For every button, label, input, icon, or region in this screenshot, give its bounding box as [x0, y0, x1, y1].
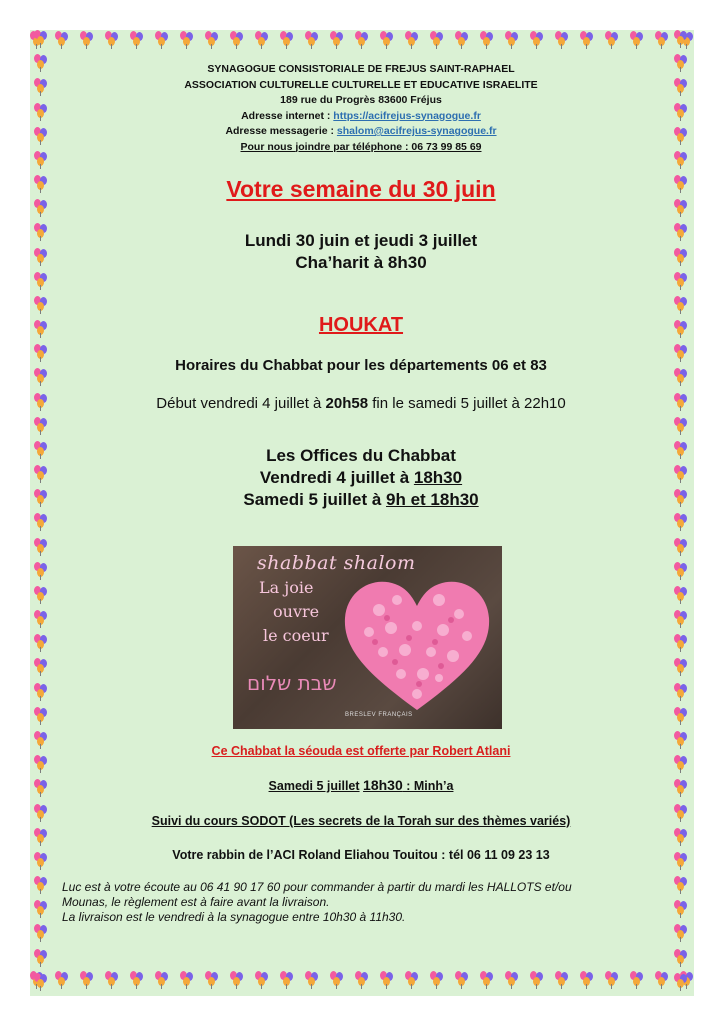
balloon-icon: [674, 30, 688, 47]
balloon-icon: [80, 971, 94, 988]
offices-friday-time: 18h30: [413, 468, 463, 487]
balloon-icon: [430, 31, 444, 48]
balloon-icon: [330, 971, 344, 988]
balloon-icon: [674, 489, 688, 506]
balloon-icon: [280, 31, 294, 48]
balloon-icon: [34, 707, 48, 724]
balloon-icon: [34, 538, 48, 555]
balloon-icon: [674, 828, 688, 845]
balloon-icon: [34, 924, 48, 941]
balloon-icon: [674, 562, 688, 579]
balloon-icon: [305, 971, 319, 988]
balloon-icon: [674, 393, 688, 410]
balloon-icon: [674, 54, 688, 71]
hallots-note-line1: Luc est à votre écoute au 06 41 90 17 60 pour commander à partir du mardi les HALLOTS et/ou: [62, 880, 572, 894]
balloon-icon: [455, 971, 469, 988]
balloon-icon: [155, 971, 169, 988]
balloon-icon: [34, 248, 48, 265]
header-website-line: [52, 109, 670, 125]
week-title: Votre semaine du 30 juin: [226, 176, 496, 202]
email-label: Adresse messagerie :: [225, 125, 337, 137]
balloon-icon: [34, 658, 48, 675]
balloon-icon: [205, 31, 219, 48]
balloon-icon: [34, 296, 48, 313]
balloon-icon: [674, 465, 688, 482]
offices-title: Les Offices du Chabbat: [266, 446, 456, 465]
balloon-icon: [34, 393, 48, 410]
balloon-icon: [674, 779, 688, 796]
balloon-icon: [34, 779, 48, 796]
balloon-icon: [674, 900, 688, 917]
balloon-icon: [34, 344, 48, 361]
image-title: shabbat shalom: [257, 552, 416, 574]
balloon-icon: [34, 634, 48, 651]
saturday-mincha-day: Samedi 5 juillet: [268, 779, 360, 793]
balloon-icon: [674, 538, 688, 555]
balloon-icon: [674, 707, 688, 724]
balloon-icon: [380, 31, 394, 48]
balloon-icon: [674, 731, 688, 748]
balloon-icon: [674, 151, 688, 168]
image-hebrew-text: שבת שלום: [247, 671, 337, 695]
balloon-icon: [34, 755, 48, 772]
balloon-icon: [34, 610, 48, 627]
header-synagogue-name: SYNAGOGUE CONSISTORIALE DE FREJUS SAINT-RAPHAEL: [207, 63, 515, 75]
balloon-icon: [505, 971, 519, 988]
chabbat-start-time: 20h58: [325, 395, 369, 412]
header-phone-line: Pour nous joindre par téléphone : 06 73 99 85 69: [240, 140, 482, 153]
parasha-title: HOUKAT: [318, 314, 404, 336]
balloon-icon: [674, 804, 688, 821]
balloon-icon: [280, 971, 294, 988]
balloon-icon: [230, 31, 244, 48]
balloon-icon: [605, 971, 619, 988]
balloon-icon: [34, 876, 48, 893]
balloon-icon: [34, 852, 48, 869]
rabbi-contact-line: Votre rabbin de l’ACI Roland Eliahou Touitou : tél 06 11 09 23 13: [172, 848, 550, 862]
balloon-icon: [674, 683, 688, 700]
balloon-icon: [34, 562, 48, 579]
chabbat-start-line: [52, 395, 670, 412]
balloon-icon: [674, 344, 688, 361]
chabbat-times-title: Horaires du Chabbat pour les départements 06 et 83: [175, 357, 547, 374]
balloon-icon: [674, 610, 688, 627]
balloon-icon: [674, 634, 688, 651]
balloon-icon: [34, 900, 48, 917]
header-email-line: [52, 124, 670, 140]
balloon-icon: [605, 31, 619, 48]
balloon-icon: [180, 31, 194, 48]
balloon-icon: [355, 31, 369, 48]
balloon-icon: [34, 513, 48, 530]
balloon-icon: [330, 31, 344, 48]
image-text-line3: le coeur: [263, 626, 329, 645]
chabbat-start-after: fin le samedi 5 juillet à 22h10: [368, 395, 566, 412]
saturday-mincha-time: 18h30: [363, 777, 403, 793]
offices-saturday: [52, 489, 670, 511]
balloon-icon: [674, 441, 688, 458]
balloon-icon: [674, 127, 688, 144]
balloon-icon: [255, 971, 269, 988]
balloon-icon: [480, 971, 494, 988]
balloon-border-left: [30, 30, 52, 990]
balloon-icon: [674, 755, 688, 772]
balloon-icon: [674, 876, 688, 893]
balloon-icon: [130, 971, 144, 988]
balloon-icon: [530, 31, 544, 48]
balloon-icon: [34, 973, 48, 990]
balloon-icon: [34, 320, 48, 337]
header-association-name: ASSOCIATION CULTURELLE CULTURELLE ET EDUCATIVE ISRAELITE: [184, 78, 538, 91]
balloon-icon: [34, 175, 48, 192]
balloon-icon: [674, 175, 688, 192]
saturday-mincha-line: [52, 777, 670, 793]
balloon-icon: [34, 78, 48, 95]
balloon-icon: [34, 272, 48, 289]
balloon-icon: [674, 320, 688, 337]
balloon-icon: [205, 971, 219, 988]
balloon-icon: [674, 368, 688, 385]
website-label: Adresse internet :: [241, 109, 334, 122]
weekday-schedule-days: Lundi 30 juin et jeudi 3 juillet: [244, 231, 478, 250]
image-credit: BRESLEV FRANÇAIS: [345, 712, 413, 718]
balloon-icon: [34, 731, 48, 748]
balloon-icon: [34, 223, 48, 240]
balloon-icon: [34, 199, 48, 216]
balloon-icon: [34, 127, 48, 144]
balloon-icon: [34, 828, 48, 845]
balloon-icon: [674, 199, 688, 216]
weekday-schedule-time: Cha’harit à 8h30: [295, 253, 427, 272]
balloon-icon: [34, 30, 48, 47]
balloon-icon: [674, 223, 688, 240]
balloon-border-right: [670, 30, 692, 990]
balloon-icon: [34, 489, 48, 506]
hallots-note-line2: Mounas, le règlement est à faire avant la livraison.: [62, 895, 330, 909]
balloon-icon: [105, 971, 119, 988]
balloon-icon: [34, 151, 48, 168]
balloon-icon: [580, 31, 594, 48]
balloon-icon: [674, 417, 688, 434]
balloon-icon: [630, 971, 644, 988]
balloon-icon: [305, 31, 319, 48]
balloon-icon: [674, 852, 688, 869]
balloon-icon: [55, 971, 69, 988]
seouda-note: Ce Chabbat la séouda est offerte par Robert Atlani: [211, 744, 511, 758]
balloon-icon: [155, 31, 169, 48]
balloon-icon: [405, 31, 419, 48]
shabbat-shalom-image: [233, 546, 502, 729]
offices-friday-prefix: Vendredi 4 juillet à: [259, 468, 414, 487]
balloon-icon: [34, 465, 48, 482]
balloon-icon: [355, 971, 369, 988]
balloon-icon: [480, 31, 494, 48]
hallots-note-line3: La livraison est le vendredi à la synagogue entre 10h30 à 11h30.: [62, 910, 406, 924]
weekday-schedule: [52, 230, 670, 274]
header-address: 189 rue du Progrès 83600 Fréjus: [280, 94, 442, 106]
balloon-icon: [34, 441, 48, 458]
balloon-icon: [674, 949, 688, 966]
balloon-icon: [255, 31, 269, 48]
balloon-icon: [555, 971, 569, 988]
balloon-icon: [34, 949, 48, 966]
website-link[interactable]: https://acifrejus-synagogue.fr: [333, 109, 481, 122]
balloon-border-top: [30, 28, 694, 50]
chabbat-start-before: Début vendredi 4 juillet à: [156, 395, 326, 412]
balloon-icon: [130, 31, 144, 48]
offices-saturday-time: 9h et 18h30: [386, 490, 479, 509]
balloon-icon: [34, 417, 48, 434]
balloon-icon: [630, 31, 644, 48]
balloon-icon: [80, 31, 94, 48]
balloon-icon: [430, 971, 444, 988]
balloon-icon: [380, 971, 394, 988]
balloon-icon: [105, 31, 119, 48]
balloon-icon: [674, 973, 688, 990]
balloon-icon: [655, 971, 669, 988]
balloon-icon: [674, 248, 688, 265]
balloon-icon: [34, 804, 48, 821]
balloon-icon: [405, 971, 419, 988]
balloon-icon: [455, 31, 469, 48]
header-block: [52, 62, 670, 155]
hallots-note: [62, 880, 672, 925]
balloon-icon: [34, 54, 48, 71]
balloon-icon: [55, 31, 69, 48]
sodot-course-line: Suivi du cours SODOT (Les secrets de la Torah sur des thèmes variés): [151, 814, 571, 828]
balloon-icon: [674, 586, 688, 603]
balloon-icon: [674, 296, 688, 313]
flyer-content: [52, 62, 670, 924]
image-text-line2: ouvre: [273, 602, 320, 621]
offices-saturday-prefix: Samedi 5 juillet à: [243, 490, 387, 509]
balloon-icon: [505, 31, 519, 48]
saturday-mincha-label: : Minh’a: [402, 779, 454, 793]
balloon-icon: [674, 103, 688, 120]
balloon-icon: [180, 971, 194, 988]
balloon-icon: [230, 971, 244, 988]
balloon-icon: [555, 31, 569, 48]
balloon-icon: [580, 971, 594, 988]
balloon-icon: [674, 658, 688, 675]
balloon-icon: [34, 683, 48, 700]
balloon-icon: [674, 924, 688, 941]
balloon-icon: [674, 272, 688, 289]
balloon-border-bottom: [30, 968, 694, 990]
balloon-icon: [530, 971, 544, 988]
offices-friday: [52, 467, 670, 489]
balloon-icon: [34, 368, 48, 385]
balloon-icon: [34, 103, 48, 120]
offices-block: [52, 445, 670, 511]
balloon-icon: [674, 78, 688, 95]
balloon-icon: [34, 586, 48, 603]
balloon-icon: [674, 513, 688, 530]
balloon-icon: [655, 31, 669, 48]
email-link[interactable]: shalom@acifrejus-synagogue.fr: [336, 125, 497, 137]
image-text-line1: La joie: [259, 578, 314, 597]
flower-heart-icon: [339, 570, 495, 720]
